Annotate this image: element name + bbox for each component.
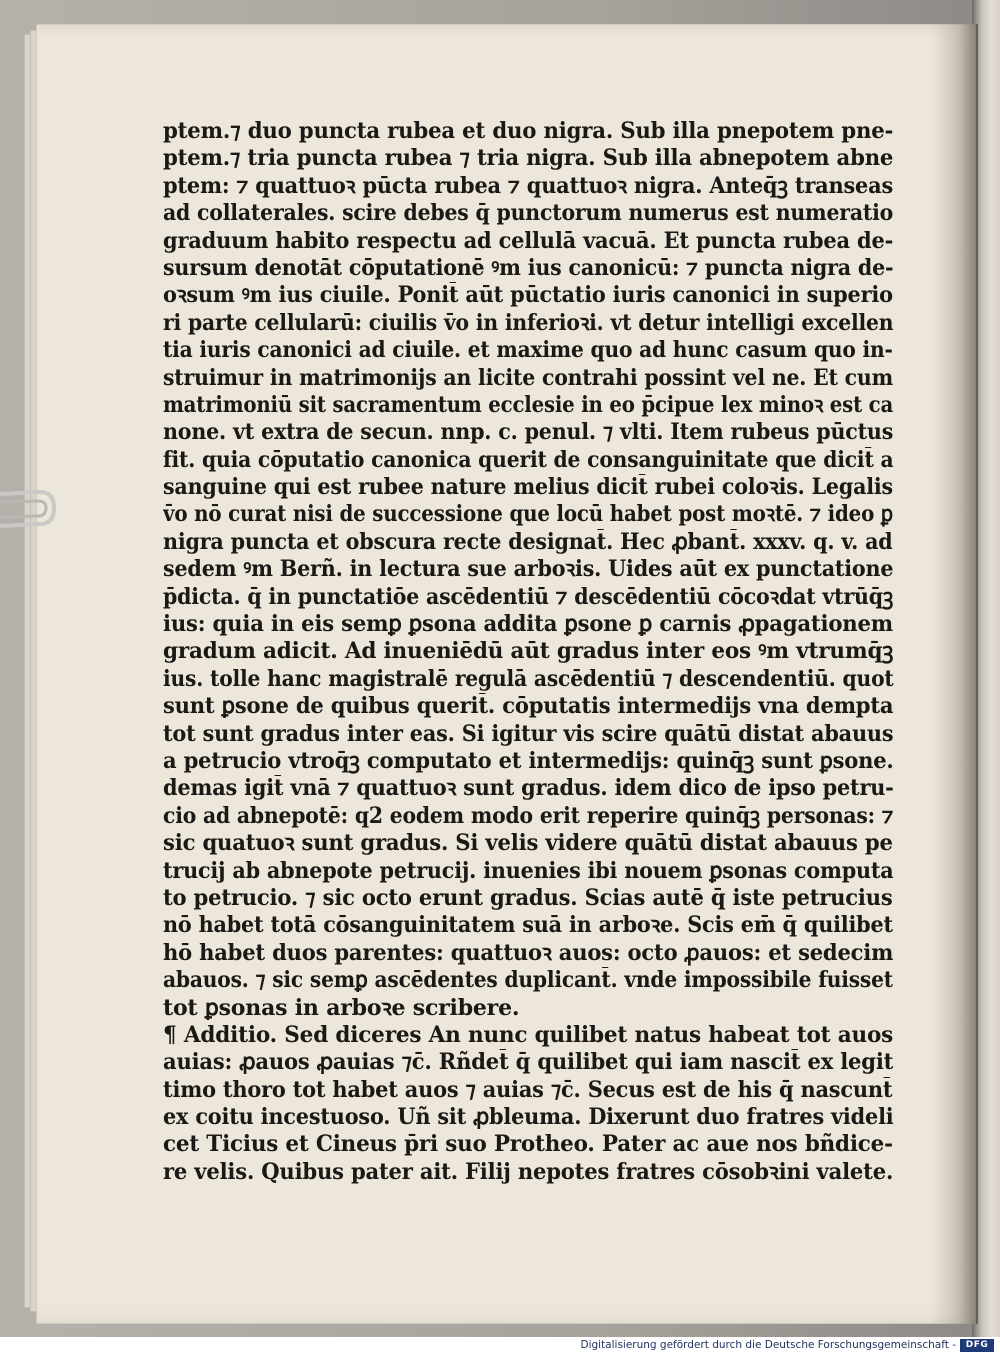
text-line: ptem.⁊ duo puncta rubea et duo nigra. Sub illa pnepotem pne-	[163, 118, 894, 144]
paper-clip-icon	[0, 484, 60, 540]
text-line: fit. quia cōputatio canonica querit de consanguinitate que dicit̄ a	[163, 446, 894, 473]
text-line: nō habet totā cōsanguinitatem suā in arboꝛe. Scis em̄ q̄ quilibet	[163, 912, 893, 939]
text-line: nigra puncta et obscura recte designat̄. Hec ꝓbant̄. xxxv. q. v. ad	[163, 528, 893, 555]
incunable-text-column	[163, 118, 893, 1186]
text-line: p̄dicta. q̄ in punctatiōe ascēdentiū ⁊ descēdentiū cōcoꝛdat vtrūq̄ꝫ	[163, 583, 893, 610]
text-line: ius. tolle hanc magistralē regulā ascēdentiū ⁊ descendentiū. quot	[163, 665, 894, 692]
text-line: a petrucio vtroq̄ꝫ computato et intermedijs: quinq̄ꝫ sunt ꝑsone.	[163, 747, 894, 774]
text-line: re velis. Quibus pater ait. Filij nepotes fratres cōsobꝛini valete.	[163, 1158, 893, 1185]
text-line: sedem ꝰm Berñ. in lectura sue arboꝛis. Uides aūt ex punctatione	[163, 556, 894, 583]
text-line: tia iuris canonici ad ciuile. et maxime quo ad hunc casum quo in-	[163, 337, 893, 364]
text-line: auias: ꝓauos ꝓauias ⁊c̄. Rñdet̄ q̄ quilibet qui iam nascit̄ ex legit	[163, 1049, 893, 1076]
text-line: to petrucio. ⁊ sic octo erunt gradus. Scias autē q̄ iste petrucius	[163, 884, 893, 911]
text-line: ptem: ⁊ quattuoꝛ pūcta rubea ⁊ quattuoꝛ nigra. Anteq̄ꝫ transeas	[163, 172, 893, 199]
text-line: trucij ab abnepote petrucij. inuenies ibi nouem ꝑsonas computa	[163, 857, 894, 884]
text-line: abauos. ⁊ sic semꝑ ascēdentes duplicant̄. vnde impossibile fuisset	[163, 967, 893, 994]
text-line: ius: quia in eis semꝑ ꝑsona addita ꝑsone ꝑ carnis ꝓpagationem	[163, 611, 893, 638]
text-line: ad collaterales. scire debes q̄ punctorum numerus est numeratio	[163, 200, 894, 227]
text-line: none. vt extra de secun. nnp. c. penul. ⁊ vlti. Item rubeus pūctus	[163, 419, 894, 446]
text-line: sanguine qui est rubee nature melius dicit̄ rubei coloꝛis. Legalis	[163, 474, 893, 501]
text-line: tot sunt gradus inter eas. Si igitur vis scire quātū distat abauus	[163, 720, 894, 747]
dfg-logo: DFG	[960, 1339, 994, 1352]
text-line: ¶ Additio. Sed diceres An nunc quilibet natus habeat tot auos	[163, 1021, 894, 1048]
text-line: ptem.⁊ tria puncta rubea ⁊ tria nigra. Sub illa abnepotem abne	[163, 145, 893, 172]
text-line: oꝛsum ꝰm ius ciuile. Ponit̄ aūt pūctatio iuris canonici in superio	[163, 282, 893, 309]
text-line: cio ad abnepotē: q2 eodem modo erit reperire quinq̄ꝫ personas: ⁊	[163, 802, 893, 829]
text-line: sunt ꝑsone de quibus querit̄. cōputatis intermedijs vna dempta	[163, 693, 893, 720]
text-line: hō habet duos parentes: quattuoꝛ auos: octo ꝓauos: et sedecim	[163, 939, 894, 966]
text-line: struimur in matrimonijs an licite contrahi possint vel ne. Et cum	[163, 364, 894, 391]
text-line: sursum denotāt cōputationē ꝰm ius canonicū: ⁊ puncta nigra de-	[163, 254, 894, 281]
text-line: gradum adicit. Ad inueniēdū aūt gradus inter eos ꝰm vtrumq̄ꝫ	[163, 638, 894, 665]
binding-shadow	[930, 24, 978, 1324]
text-line: ri parte cellularū: ciuilis v̄o in inferioꝛi. vt detur intelligi excellen	[163, 309, 893, 336]
text-line: tot ꝑsonas in arboꝛe scribere.	[163, 994, 519, 1021]
text-line: graduum habito respectu ad cellulā vacuā. Et puncta rubea de-	[163, 227, 894, 254]
text-line: cet Ticius et Cineus p̄ri suo Protheo. Pater ac aue nos bñdice-	[163, 1131, 893, 1158]
text-line: matrimoniū sit sacramentum ecclesie in eo p̄cipue lex minoꝛ est ca	[163, 391, 894, 418]
text-line: sic quatuoꝛ sunt gradus. Si velis videre quātū distat abauus pe	[163, 830, 893, 857]
text-line: timo thoro tot habet auos ⁊ auias ⁊c̄. Secus est de his q̄ nascunt̄	[163, 1076, 893, 1103]
digitization-footer	[0, 1337, 1000, 1355]
text-line: v̄o nō curat nisi de successione que locū habet post moꝛtē. ⁊ ideo ꝑ	[163, 501, 893, 528]
text-line: demas igit̄ vnā ⁊ quattuoꝛ sunt gradus. idem dico de ipso petru-	[163, 775, 894, 802]
funding-credit: Digitalisierung gefördert durch die Deutsche Forschungsgemeinschaft -	[580, 1339, 956, 1351]
text-line: ex coitu incestuoso. Uñ sit ꝓbleuma. Dixerunt duo fratres videli	[163, 1104, 894, 1131]
